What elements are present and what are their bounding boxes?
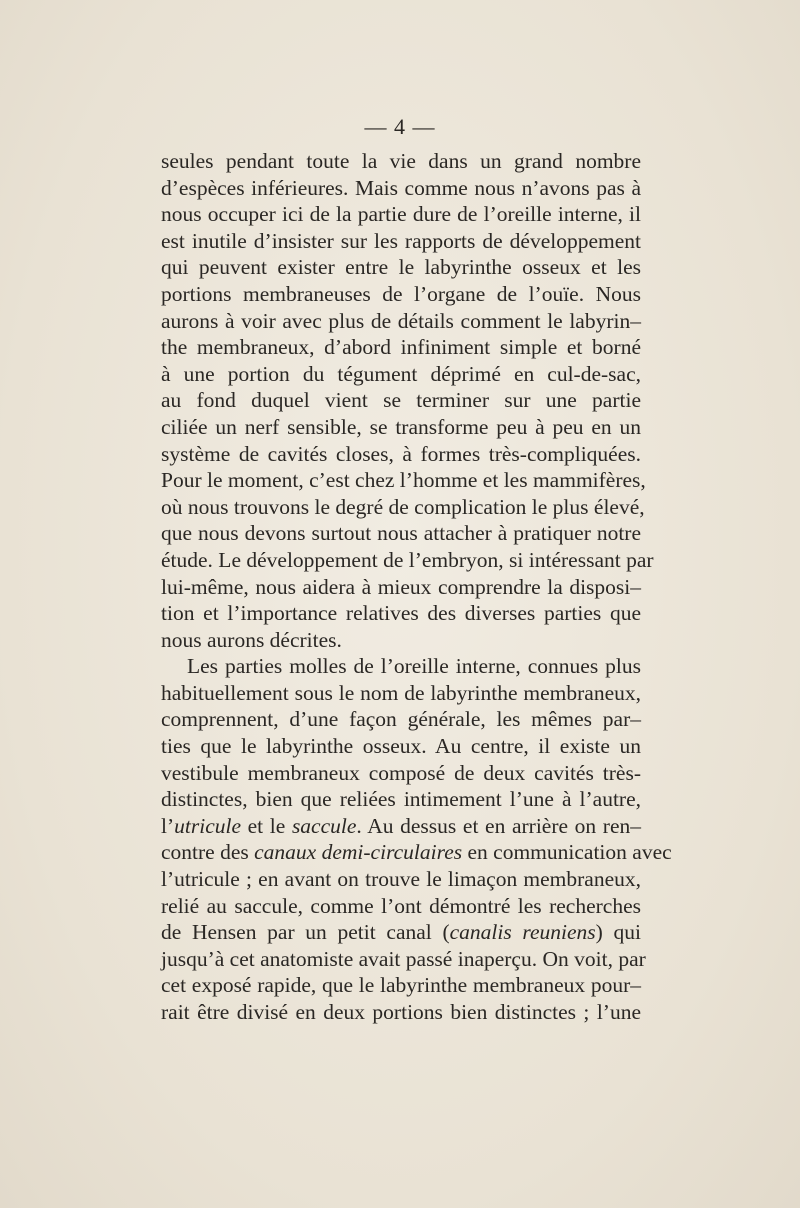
text-run: de Hensen par un petit canal ( bbox=[161, 920, 450, 945]
text-line: ties que le labyrinthe osseux. Au centre, il existe un bbox=[161, 734, 641, 759]
page-number: — 4 — bbox=[364, 114, 436, 139]
text-line: seules pendant toute la vie dans un grand nombre bbox=[161, 149, 641, 173]
text-line: qui peuvent exister entre le labyrinthe osseux et les bbox=[161, 255, 641, 280]
text-line: au fond duquel vient se terminer sur une partie bbox=[161, 388, 641, 413]
text-line: jusqu’à cet anatomiste avait passé inaperçu. On voit, par bbox=[161, 946, 646, 971]
text-line: Pour le moment, c’est chez l’homme et les mammifères, bbox=[161, 468, 646, 493]
text-line: portions membraneuses de l’organe de l’ouïe. Nous bbox=[161, 281, 641, 306]
text-line: Les parties molles de l’oreille interne, connues plus bbox=[187, 654, 641, 679]
text-line: ciliée un nerf sensible, se transforme peu à peu en un bbox=[161, 414, 641, 439]
text-line: relié au saccule, comme l’ont démontré les recherches bbox=[161, 893, 641, 918]
text-line: distinctes, bien que reliées intimement l’une à l’autre, bbox=[161, 787, 641, 812]
italic-term: canaux demi-circulaires bbox=[254, 840, 463, 865]
text-run: ) qui bbox=[595, 920, 641, 945]
text-run: en communication avec bbox=[462, 840, 672, 865]
text-line: où nous trouvons le degré de complication le plus élevé, bbox=[161, 494, 645, 519]
italic-term: utricule bbox=[174, 813, 242, 838]
text-line bbox=[161, 919, 641, 946]
text-line: habituellement sous le nom de labyrinthe membraneux, bbox=[161, 680, 641, 705]
text-run: l’ bbox=[161, 813, 175, 838]
text-line: d’espèces inférieures. Mais comme nous n’avons pas à bbox=[161, 175, 641, 200]
text-line: cet exposé rapide, que le labyrinthe membraneux pour– bbox=[161, 973, 641, 998]
body-text bbox=[161, 148, 672, 1026]
text-line: the membraneux, d’abord infiniment simple et borné bbox=[161, 335, 641, 360]
text-line: tion et l’importance relatives des diverses parties que bbox=[161, 601, 641, 626]
text-line: l’utricule ; en avant on trouve le limaçon membraneux, bbox=[161, 867, 641, 892]
italic-term: saccule bbox=[291, 813, 357, 838]
text-line: rait être divisé en deux portions bien distinctes ; l’une bbox=[161, 1000, 641, 1024]
text-line: lui-même, nous aidera à mieux comprendre la disposi– bbox=[161, 574, 641, 599]
text-line: que nous devons surtout nous attacher à pratiquer notre bbox=[161, 521, 641, 546]
text-line: nous occuper ici de la partie dure de l’oreille interne, il bbox=[161, 202, 641, 227]
italic-term: canalis reuniens bbox=[449, 920, 596, 945]
text-run: . Au dessus et en arrière on ren– bbox=[356, 813, 641, 838]
text-line: système de cavités closes, à formes très-compliquées. bbox=[161, 441, 641, 466]
text-line: aurons à voir avec plus de détails comment le labyrin– bbox=[161, 308, 641, 333]
text-line bbox=[161, 839, 672, 866]
text-run: contre des bbox=[161, 840, 255, 865]
text-line bbox=[161, 813, 641, 840]
text-run: et le bbox=[241, 813, 292, 838]
text-line: est inutile d’insister sur les rapports de développement bbox=[161, 228, 641, 253]
text-line: étude. Le développement de l’embryon, si intéressant par bbox=[161, 547, 654, 572]
text-line: à une portion du tégument déprimé en cul-de-sac, bbox=[161, 361, 641, 386]
text-line: comprennent, d’une façon générale, les mêmes par– bbox=[161, 707, 641, 732]
text-line: nous aurons décrites. bbox=[161, 627, 342, 652]
text-line: vestibule membraneux composé de deux cavités très- bbox=[161, 760, 641, 785]
